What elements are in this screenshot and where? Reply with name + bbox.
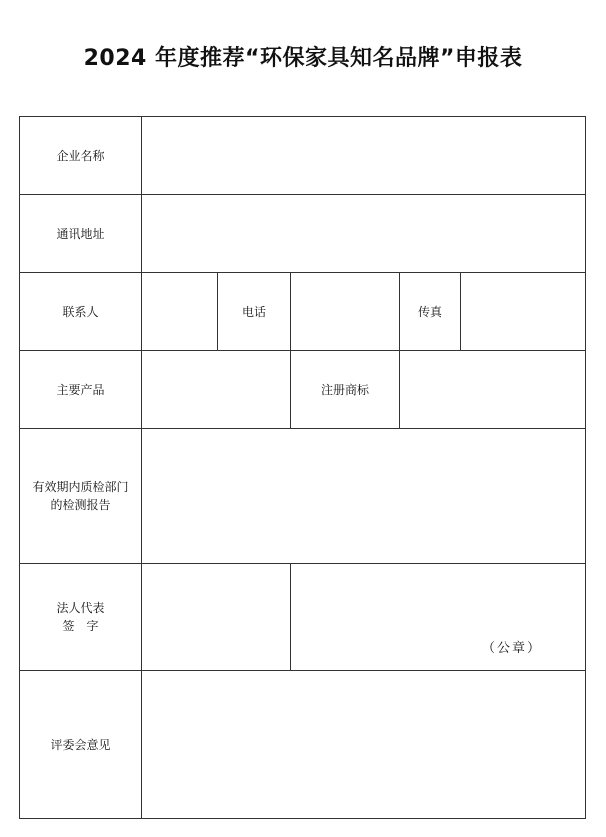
trademark-field[interactable] xyxy=(400,351,585,428)
form-title: 2024 年度推荐“环保家具知名品牌”申报表 xyxy=(83,46,523,71)
table-border-bottom xyxy=(19,818,586,819)
main-products-label: 主要产品 xyxy=(56,382,105,397)
official-seal-field[interactable] xyxy=(291,564,585,670)
fax-field[interactable] xyxy=(461,273,585,350)
trademark-label: 注册商标 xyxy=(320,382,369,397)
phone-field[interactable] xyxy=(291,273,399,350)
address-label: 通讯地址 xyxy=(56,226,105,241)
table-border-right xyxy=(585,116,586,819)
main-products-field[interactable] xyxy=(142,351,290,428)
company-name-field[interactable] xyxy=(142,117,585,194)
committee-opinion-label: 评委会意见 xyxy=(50,737,111,752)
address-field[interactable] xyxy=(142,195,585,272)
inspection-report-label: 有效期内质检部门 的检测报告 xyxy=(32,480,129,512)
phone-label: 电话 xyxy=(241,304,266,319)
fax-label: 传真 xyxy=(417,304,442,319)
inspection-report-field[interactable] xyxy=(142,429,585,563)
official-seal-note: （公章） xyxy=(482,641,543,656)
contact-field[interactable] xyxy=(142,273,217,350)
company-name-label: 企业名称 xyxy=(56,148,105,163)
legal-representative-signature-label: 法人代表 签 字 xyxy=(56,601,105,633)
contact-label: 联系人 xyxy=(62,304,99,319)
legal-representative-signature-field[interactable] xyxy=(142,564,290,670)
committee-opinion-field[interactable] xyxy=(142,671,585,818)
